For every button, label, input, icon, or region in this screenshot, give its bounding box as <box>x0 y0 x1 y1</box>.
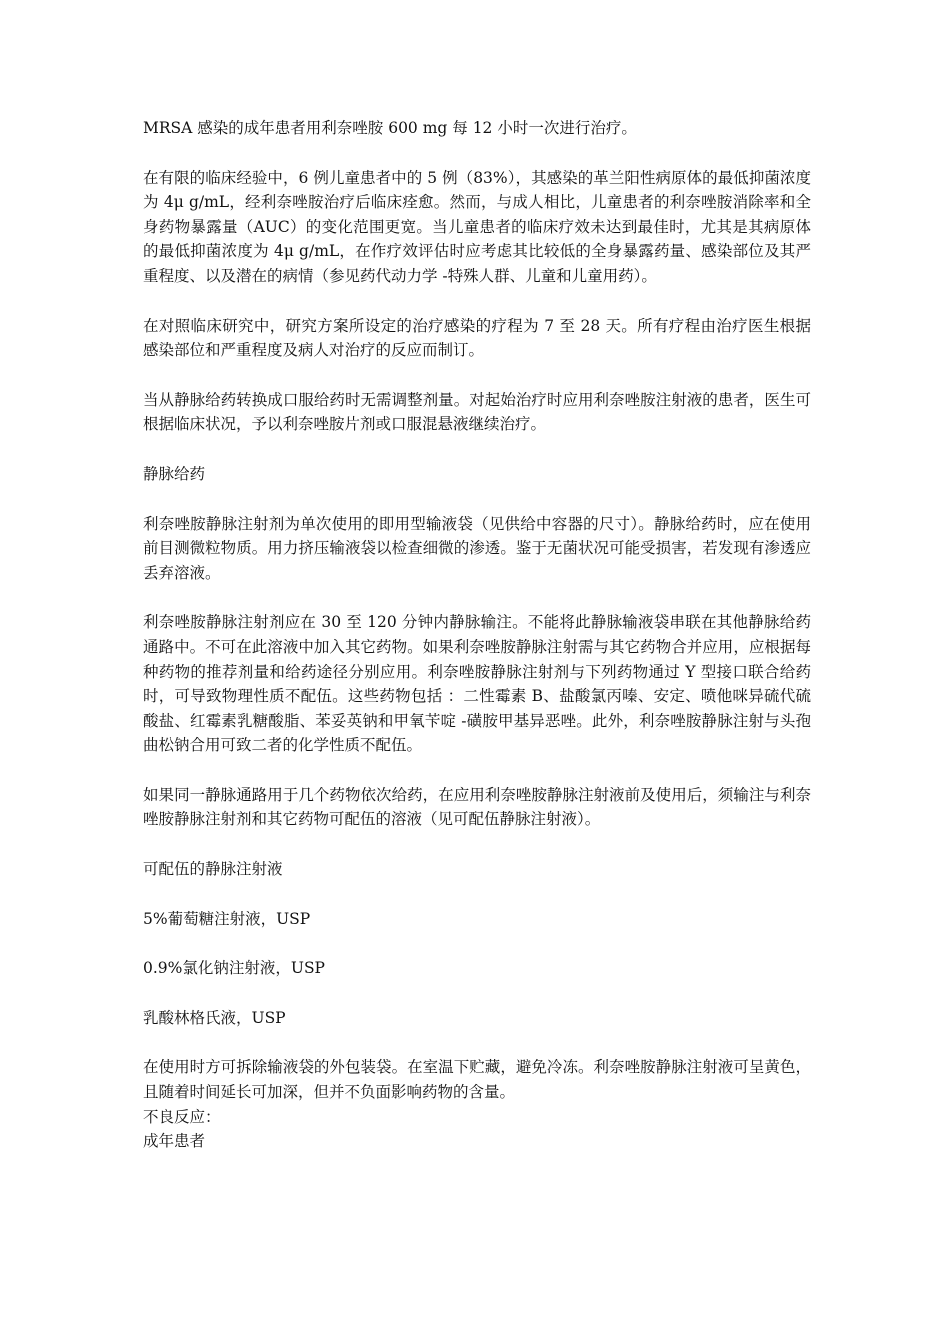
paragraph-treatment-duration: 在对照临床研究中，研究方案所设定的治疗感染的疗程为 7 至 28 天。所有疗程由治疗医生根据感染部位和严重程度及病人对治疗的反应而制订。 <box>143 316 811 360</box>
paragraph-sequential-infusion: 如果同一静脉通路用于几个药物依次给药，在应用利奈唑胺静脉注射液前及使用后，须输注与利奈唑胺静脉注射剂和其它药物可配伍的溶液（见可配伍静脉注射液）。 <box>143 785 811 829</box>
heading-compatible-solutions: 可配伍的静脉注射液 <box>143 860 283 879</box>
list-item-lactated-ringers: 乳酸林格氏液，USP <box>143 1008 286 1027</box>
paragraph-pediatric-experience: 在有限的临床经验中，6 例儿童患者中的 5 例（83%），其感染的革兰阳性病原体的最低抑菌浓度为 4μ g/mL，经利奈唑胺治疗后临床痊愈。然而，与成人相比，儿童患者的利奈唑胺消除率和全身药物暴露量（AUC）的变化范围更宽。当儿童患者的临床疗效未达到最佳时，尤其是其病原体的最低抑菌浓度为 4μ g/mL，在作疗效评估时应考虑其比较低的全身暴露药量、感染部位及其严重程度、以及潜在的病情（参见药代动力学 -特殊人群、儿童和儿童用药）。 <box>143 168 811 285</box>
paragraph-iv-to-oral-switch: 当从静脉给药转换成口服给药时无需调整剂量。对起始治疗时应用利奈唑胺注射液的患者，医生可根据临床状况，予以利奈唑胺片剂或口服混悬液继续治疗。 <box>143 390 811 434</box>
heading-adult-patients: 成年患者 <box>143 1132 206 1151</box>
document-body <box>143 116 811 1154</box>
paragraph-infusion-bag: 利奈唑胺静脉注射剂为单次使用的即用型输液袋（见供给中容器的尺寸）。静脉给药时，应在使用前目测微粒物质。用力挤压输液袋以检查细微的渗透。鉴于无菌状况可能受损害，若发现有渗透应丢弃溶液。 <box>143 514 811 582</box>
list-item-dextrose: 5%葡萄糖注射液，USP <box>143 909 311 928</box>
paragraph-storage: 在使用时方可拆除输液袋的外包装袋。在室温下贮藏，避免冷冻。利奈唑胺静脉注射液可呈黄色，且随着时间延长可加深，但并不负面影响药物的含量。 <box>143 1058 811 1102</box>
list-item-sodium-chloride: 0.9%氯化钠注射液，USP <box>143 959 325 978</box>
paragraph-mrsa-dosing: MRSA 感染的成年患者用利奈唑胺 600 mg 每 12 小时一次进行治疗。 <box>143 119 637 137</box>
paragraph-infusion-compatibility: 利奈唑胺静脉注射剂应在 30 至 120 分钟内静脉输注。不能将此静脉输液袋串联在其他静脉给药通路中。不可在此溶液中加入其它药物。如果利奈唑胺静脉注射需与其它药物合并应用，应根据每种药物的推荐剂量和给药途径分别应用。利奈唑胺静脉注射剂与下列药物通过 Y 型接口联合给药时，可导致物理性质不配伍。这些药物包括 ：二性霉素 B、盐酸氯丙嗪、安定、喷他咪异硫代硫酸盐、红霉素乳糖酸脂、苯妥英钠和甲氧苄啶 -磺胺甲基异恶唑。此外，利奈唑胺静脉注射与头孢曲松钠合用可致二者的化学性质不配伍。 <box>143 613 811 755</box>
heading-adverse-reactions: 不良反应： <box>143 1107 221 1126</box>
heading-iv-administration: 静脉给药 <box>143 464 206 483</box>
